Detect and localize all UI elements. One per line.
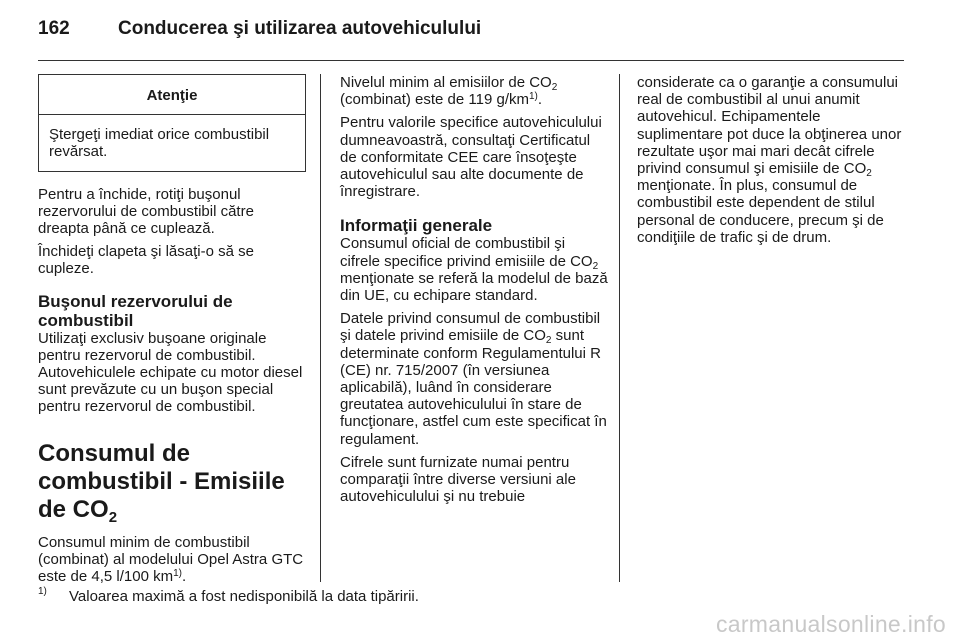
column-1 <box>38 74 306 591</box>
column-divider <box>619 74 620 582</box>
paragraph: Datele privind consumul de combustibil şi datele privind emisiile de $CO_2$ sunt determinate conform Regulamentului R (CE) nr. 715/2007 (în versiunea aplicabilă), luând în considerare greutatea autovehiculului în stare de funcţionare, astfel cum este specificat în regulament. <box>340 310 607 448</box>
footnote-mark: 1) <box>38 586 47 597</box>
footnote-text: Valoarea maximă a fost nedisponibilă la data tipăririi. <box>69 588 419 605</box>
header-rule <box>38 60 904 61</box>
warning-title: Atenţie <box>39 75 305 115</box>
column-2 <box>340 74 608 511</box>
footnote-ref[interactable]: 1) <box>173 568 182 580</box>
paragraph: Cifrele sunt furnizate numai pentru comparaţii între diverse versiuni ale autovehiculului şi nu trebuie <box>340 453 576 506</box>
paragraph: Pentru valorile specifice autovehiculului dumneavoastră, consultaţi Certificatul de conformitate CEE care însoţeşte autovehiculul sau alte documente de înregistrare. <box>340 114 602 201</box>
paragraph: Pentru a închide, rotiţi buşonul rezervorului de combustibil către dreapta până ce cuplează. <box>38 185 254 238</box>
page-number: 162 <box>38 18 70 39</box>
watermark: carmanualsonline.info <box>715 611 946 637</box>
paragraph: Consumul minim de combustibil (combinat) al modelului Opel Astra GTC este de 4,5 l/100 $km^{1)}$. <box>38 533 304 586</box>
section-heading: Informaţii generale <box>340 216 493 236</box>
paragraph: Consumul oficial de combustibil şi cifrele specifice privind emisiile de $CO_2$ menţionate se referă la modelul de bază din UE, cu echipare standard. <box>340 235 608 305</box>
column-3 <box>637 74 905 252</box>
paragraph: Închideţi clapeta şi lăsaţi-o să se cupleze. <box>38 243 254 278</box>
page-header <box>38 18 904 54</box>
page-header-title: Conducerea şi utilizarea autovehiculului <box>118 18 482 39</box>
paragraph: Utilizaţi exclusiv buşoane originale pentru rezervorul de combustibil. Autovehiculele echipate cu motor diesel sunt prevăzute cu un buşon special pentru rezervorul de combustibil. <box>38 329 303 416</box>
chapter-heading: Consumul de combustibil - Emisiile de $CO_2$ <box>38 439 285 526</box>
paragraph: considerate ca o garanţie a consumului real de combustibil al unui anumit autovehicul. Echipamentele suplimentare pot duce la obţinerea unor rezultate uşor mai mari decât cifrele privind consumul şi emisiile de $CO_2$ menţionate. În plus, consumul de combustibil este dependent de stilul personal de conducere, precum şi de condiţiile de trafic şi de drum. <box>637 74 902 246</box>
warning-text: Ştergeţi imediat orice combustibil revărsat. <box>49 126 270 161</box>
column-divider <box>320 74 321 582</box>
paragraph: Nivelul minim al emisiilor de $CO_2$ (combinat) este de 119 $g/km^{1)}$. <box>340 74 558 109</box>
warning-box <box>38 74 306 172</box>
footnote-ref[interactable]: 1) <box>528 91 538 103</box>
section-heading: Buşonul rezervorului de combustibil <box>38 291 233 330</box>
